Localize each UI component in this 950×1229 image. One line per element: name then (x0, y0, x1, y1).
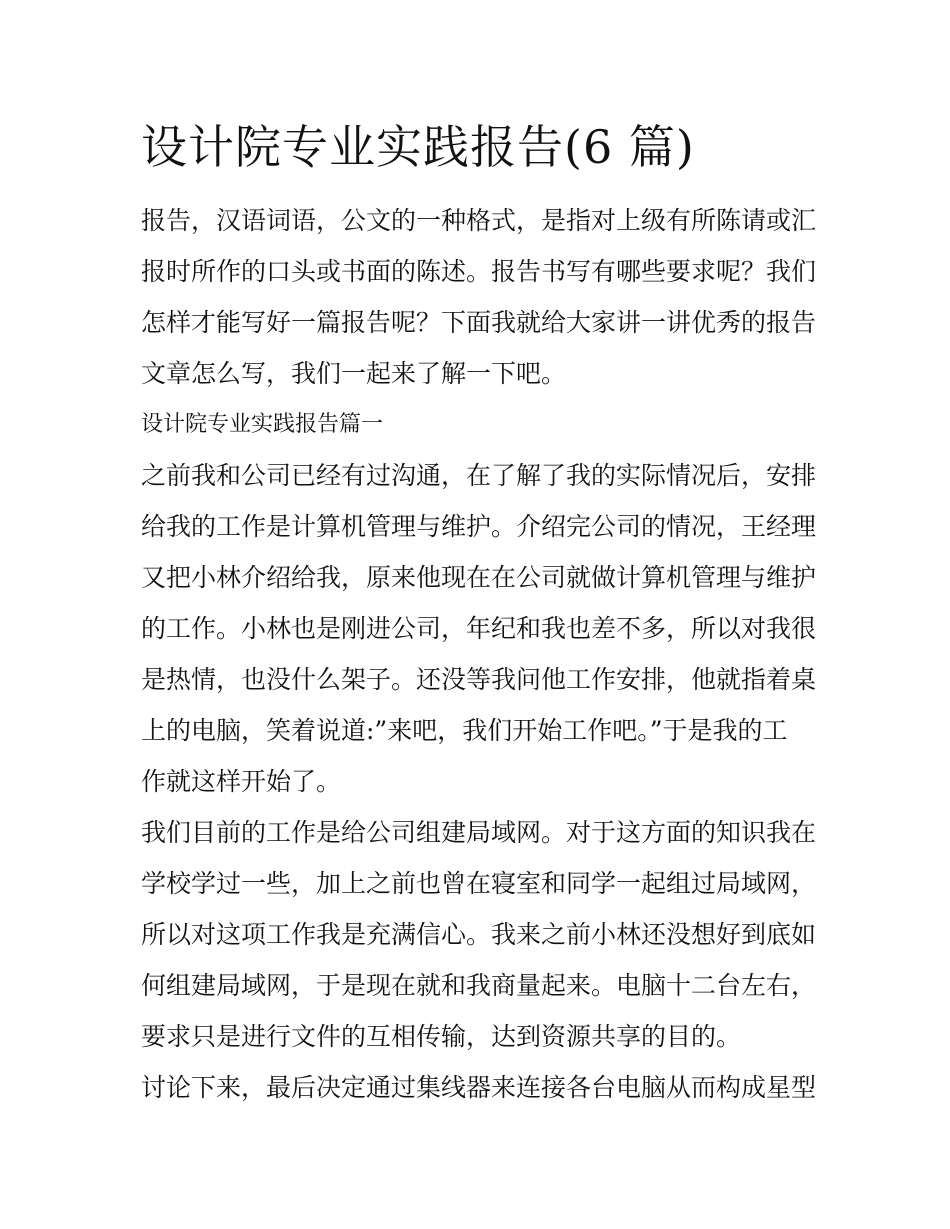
paragraph-line: 我们目前的工作是给公司组建局域网。对于这方面的知识我在 (141, 818, 817, 847)
paragraph-line: 讨论下来，最后决定通过集线器来连接各台电脑从而构成星型 (141, 1073, 817, 1102)
paragraph-line: 是热情，也没什么架子。还没等我问他工作安排，他就指着桌 (141, 665, 817, 694)
intro-line: 文章怎么写，我们一起来了解一下吧。 (141, 359, 567, 388)
section-heading: 设计院专业实践报告篇一 (141, 412, 384, 437)
intro-line: 报时所作的口头或书面的陈述。报告书写有哪些要求呢？我们 (141, 257, 817, 286)
paragraph-line: 作就这样开始了。 (141, 767, 342, 796)
paragraph-line: 何组建局域网，于是现在就和我商量起来。电脑十二台左右， (141, 971, 817, 1000)
paragraph-line: 要求只是进行文件的互相传输，达到资源共享的目的。 (141, 1022, 742, 1051)
intro-line: 怎样才能写好一篇报告呢？下面我就给大家讲一讲优秀的报告 (141, 308, 817, 337)
paragraph-line: 之前我和公司已经有过沟通，在了解了我的实际情况后，安排 (141, 461, 817, 490)
paragraph-line: 所以对这项工作我是充满信心。我来之前小林还没想好到底如 (141, 920, 817, 949)
paragraph-line: 上的电脑，笑着说道:”来吧，我们开始工作吧。”于是我的工 (141, 716, 788, 745)
intro-line: 报告，汉语词语，公文的一种格式，是指对上级有所陈请或汇 (141, 206, 817, 235)
paragraph-line: 给我的工作是计算机管理与维护。介绍完公司的情况，王经理 (141, 512, 817, 541)
paragraph-line: 的工作。小林也是刚进公司，年纪和我也差不多，所以对我很 (141, 614, 817, 643)
paragraph-line: 又把小林介绍给我，原来他现在在公司就做计算机管理与维护 (141, 563, 817, 592)
paragraph-line: 学校学过一些，加上之前也曾在寝室和同学一起组过局域网， (141, 869, 817, 898)
document-title: 设计院专业实践报告(6 篇) (141, 120, 695, 174)
document-body (141, 112, 821, 1113)
